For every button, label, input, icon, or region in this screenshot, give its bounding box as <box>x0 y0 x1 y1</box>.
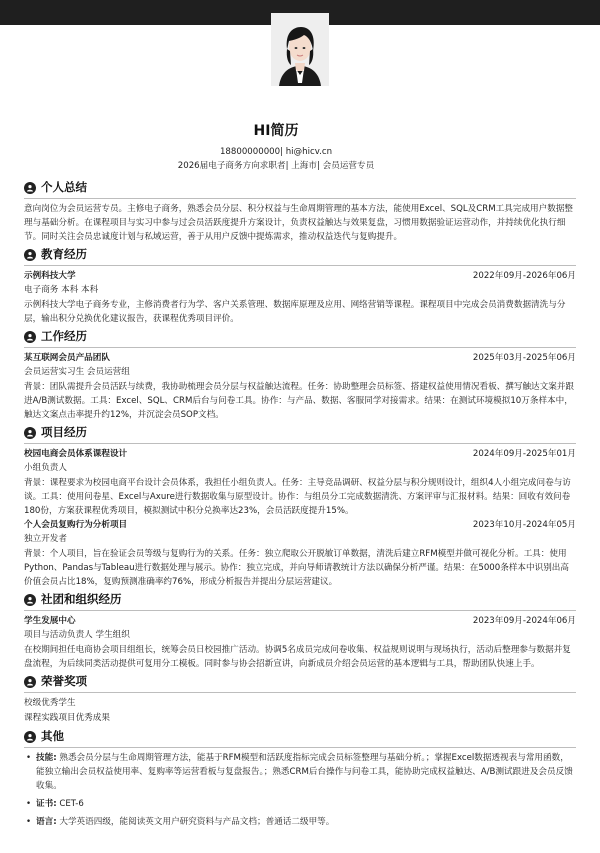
project-text: 背景：个人项目，旨在验证会员等级与复购行为的关系。任务：独立爬取公开脱敏订单数据，清洗后建立RFM模型并做可视化分析。工具：使用Python、Pandas与Tableau进行数据处理与展示。协作：独立完成，并向导师请教统计方法以确保分析严谨。结果：在5000条样本中识别出高价值会员占比18%，复购预测准确率约76%，形成分析报告并提出分层运营建议。 <box>24 549 569 587</box>
section-education <box>24 246 576 326</box>
education-major: 电子商务 本科 本科 <box>24 285 99 295</box>
section-title: 项目经历 <box>41 425 87 440</box>
avatar-photo-icon <box>271 13 329 86</box>
education-text: 示例科技大学电子商务专业，主修消费者行为学、客户关系管理、数据库原理及应用、网络营销等课程。课程项目中完成会员消费数据清洗与分层，输出积分兑换优化建议报告，获课程优秀项目评价。 <box>24 300 566 324</box>
item-label: 技能: <box>36 753 57 763</box>
list-item <box>24 815 576 829</box>
honor-item: 课程实践项目优秀成果 <box>24 713 110 723</box>
education-date: 2022年09月-2026年06月 <box>472 271 576 281</box>
project-role: 小组负责人 <box>24 463 67 473</box>
project-name: 校园电商会员体系课程设计 <box>24 449 128 459</box>
section-title: 工作经历 <box>41 329 87 344</box>
resume-content <box>24 179 576 833</box>
item-label: 语言: <box>36 817 57 827</box>
user-circle-icon <box>24 427 36 439</box>
project-date: 2023年10月-2024年05月 <box>472 520 576 530</box>
section-title: 教育经历 <box>41 247 87 262</box>
resume-header <box>0 122 552 173</box>
company-name: 某互联网会员产品团队 <box>24 353 110 363</box>
section-title: 荣誉奖项 <box>41 674 87 689</box>
section-summary <box>24 179 576 244</box>
list-item <box>24 751 576 793</box>
item-text: CET-6 <box>56 799 84 809</box>
section-divider <box>24 347 576 348</box>
user-circle-icon <box>24 331 36 343</box>
section-social <box>24 591 576 671</box>
user-circle-icon <box>24 676 36 688</box>
others-list <box>24 751 576 829</box>
work-role: 会员运营实习生 会员运营组 <box>24 367 130 377</box>
candidate-name: HI简历 <box>253 123 299 139</box>
section-title: 个人总结 <box>41 180 87 195</box>
section-title: 社团和组织经历 <box>41 592 122 607</box>
user-circle-icon <box>24 249 36 261</box>
school-name: 示例科技大学 <box>24 271 76 281</box>
section-others <box>24 728 576 829</box>
honor-item: 校级优秀学生 <box>24 698 76 708</box>
project-date: 2024年09月-2025年01月 <box>472 449 576 459</box>
section-projects <box>24 424 576 589</box>
summary-text: 意向岗位为会员运营专员。主修电子商务，熟悉会员分层、积分权益与生命周期管理的基本方法，能使用Excel、SQL及CRM工具完成用户数据整理与基础分析。在课程项目与实习中参与过会员活跃度提升方案设计，负责权益触达与效果复盘，习惯用数据验证运营动作，并持续优化执行细节。同时关注会员忠诚度计划与私域运营，善于从用户反馈中提炼需求，推动权益迭代与复购提升。 <box>24 204 574 242</box>
project-role: 独立开发者 <box>24 534 67 544</box>
project-text: 背景：课程要求为校园电商平台设计会员体系，我担任小组负责人。任务：主导竞品调研、权益分层与积分规则设计，组织4人小组完成问卷与访谈。工具：使用问卷星、Excel与Axure进行数据收集与原型设计。协作：与组员分工完成数据清洗、方案评审与汇报材料。结果：回收有效问卷180份，方案获课程优秀项目，模拟测试中积分兑换率达23%，会员活跃度提升15%。 <box>24 478 571 516</box>
project-name: 个人会员复购行为分析项目 <box>24 520 128 530</box>
project-item <box>24 518 576 589</box>
user-circle-icon <box>24 731 36 743</box>
section-title: 其他 <box>41 729 64 744</box>
avatar <box>271 13 329 86</box>
work-date: 2025年03月-2025年06月 <box>472 353 576 363</box>
job-target: 2026届电子商务方向求职者| 上海市| 会员运营专员 <box>177 161 375 171</box>
project-item <box>24 447 576 518</box>
item-label: 证书: <box>36 799 57 809</box>
section-divider <box>24 610 576 611</box>
section-divider <box>24 198 576 199</box>
contact-info: 18800000000| hi@hicv.cn <box>219 147 333 157</box>
list-item <box>24 797 576 811</box>
social-date: 2023年09月-2024年06月 <box>472 616 576 626</box>
user-circle-icon <box>24 182 36 194</box>
section-divider <box>24 265 576 266</box>
section-work <box>24 328 576 422</box>
section-honors <box>24 673 576 726</box>
section-divider <box>24 747 576 748</box>
section-divider <box>24 692 576 693</box>
organization-name: 学生发展中心 <box>24 616 76 626</box>
social-text: 在校期间担任电商协会项目组组长，统筹会员日校园推广活动。协调5名成员完成问卷收集、权益规则说明与现场执行，活动后整理参与数据并复盘流程，为后续同类活动提供可复用分工模板。同时参与协会招新宣讲，向新成员介绍会员运营的基本逻辑与工具，帮助团队快速上手。 <box>24 645 571 669</box>
section-divider <box>24 443 576 444</box>
social-role: 项目与活动负责人 学生组织 <box>24 630 130 640</box>
work-text: 背景：团队需提升会员活跃与续费，我协助梳理会员分层与权益触达流程。任务：协助整理会员标签、搭建权益使用情况看板、撰写触达文案并跟进A/B测试数据。工具：Excel、SQL、CRM后台与问卷工具。协作：与产品、数据、客服同学对接需求。结果：在测试环境模拟10万条样本中，触达文案点击率提升约12%，并沉淀会员SOP文档。 <box>24 382 575 420</box>
item-text: 大学英语四级，能阅读英文用户研究资料与产品文档；普通话二级甲等。 <box>56 817 335 827</box>
item-text: 熟悉会员分层与生命周期管理方法，能基于RFM模型和活跃度指标完成会员标签整理与基础分析。；掌握Excel数据透视表与常用函数，能独立输出会员权益使用率、复购率等运营看板与复盘报告。；熟悉CRM后台操作与问卷工具，能协助完成权益触达、A/B测试跟进及会员反馈收集。 <box>36 753 573 791</box>
user-circle-icon <box>24 594 36 606</box>
